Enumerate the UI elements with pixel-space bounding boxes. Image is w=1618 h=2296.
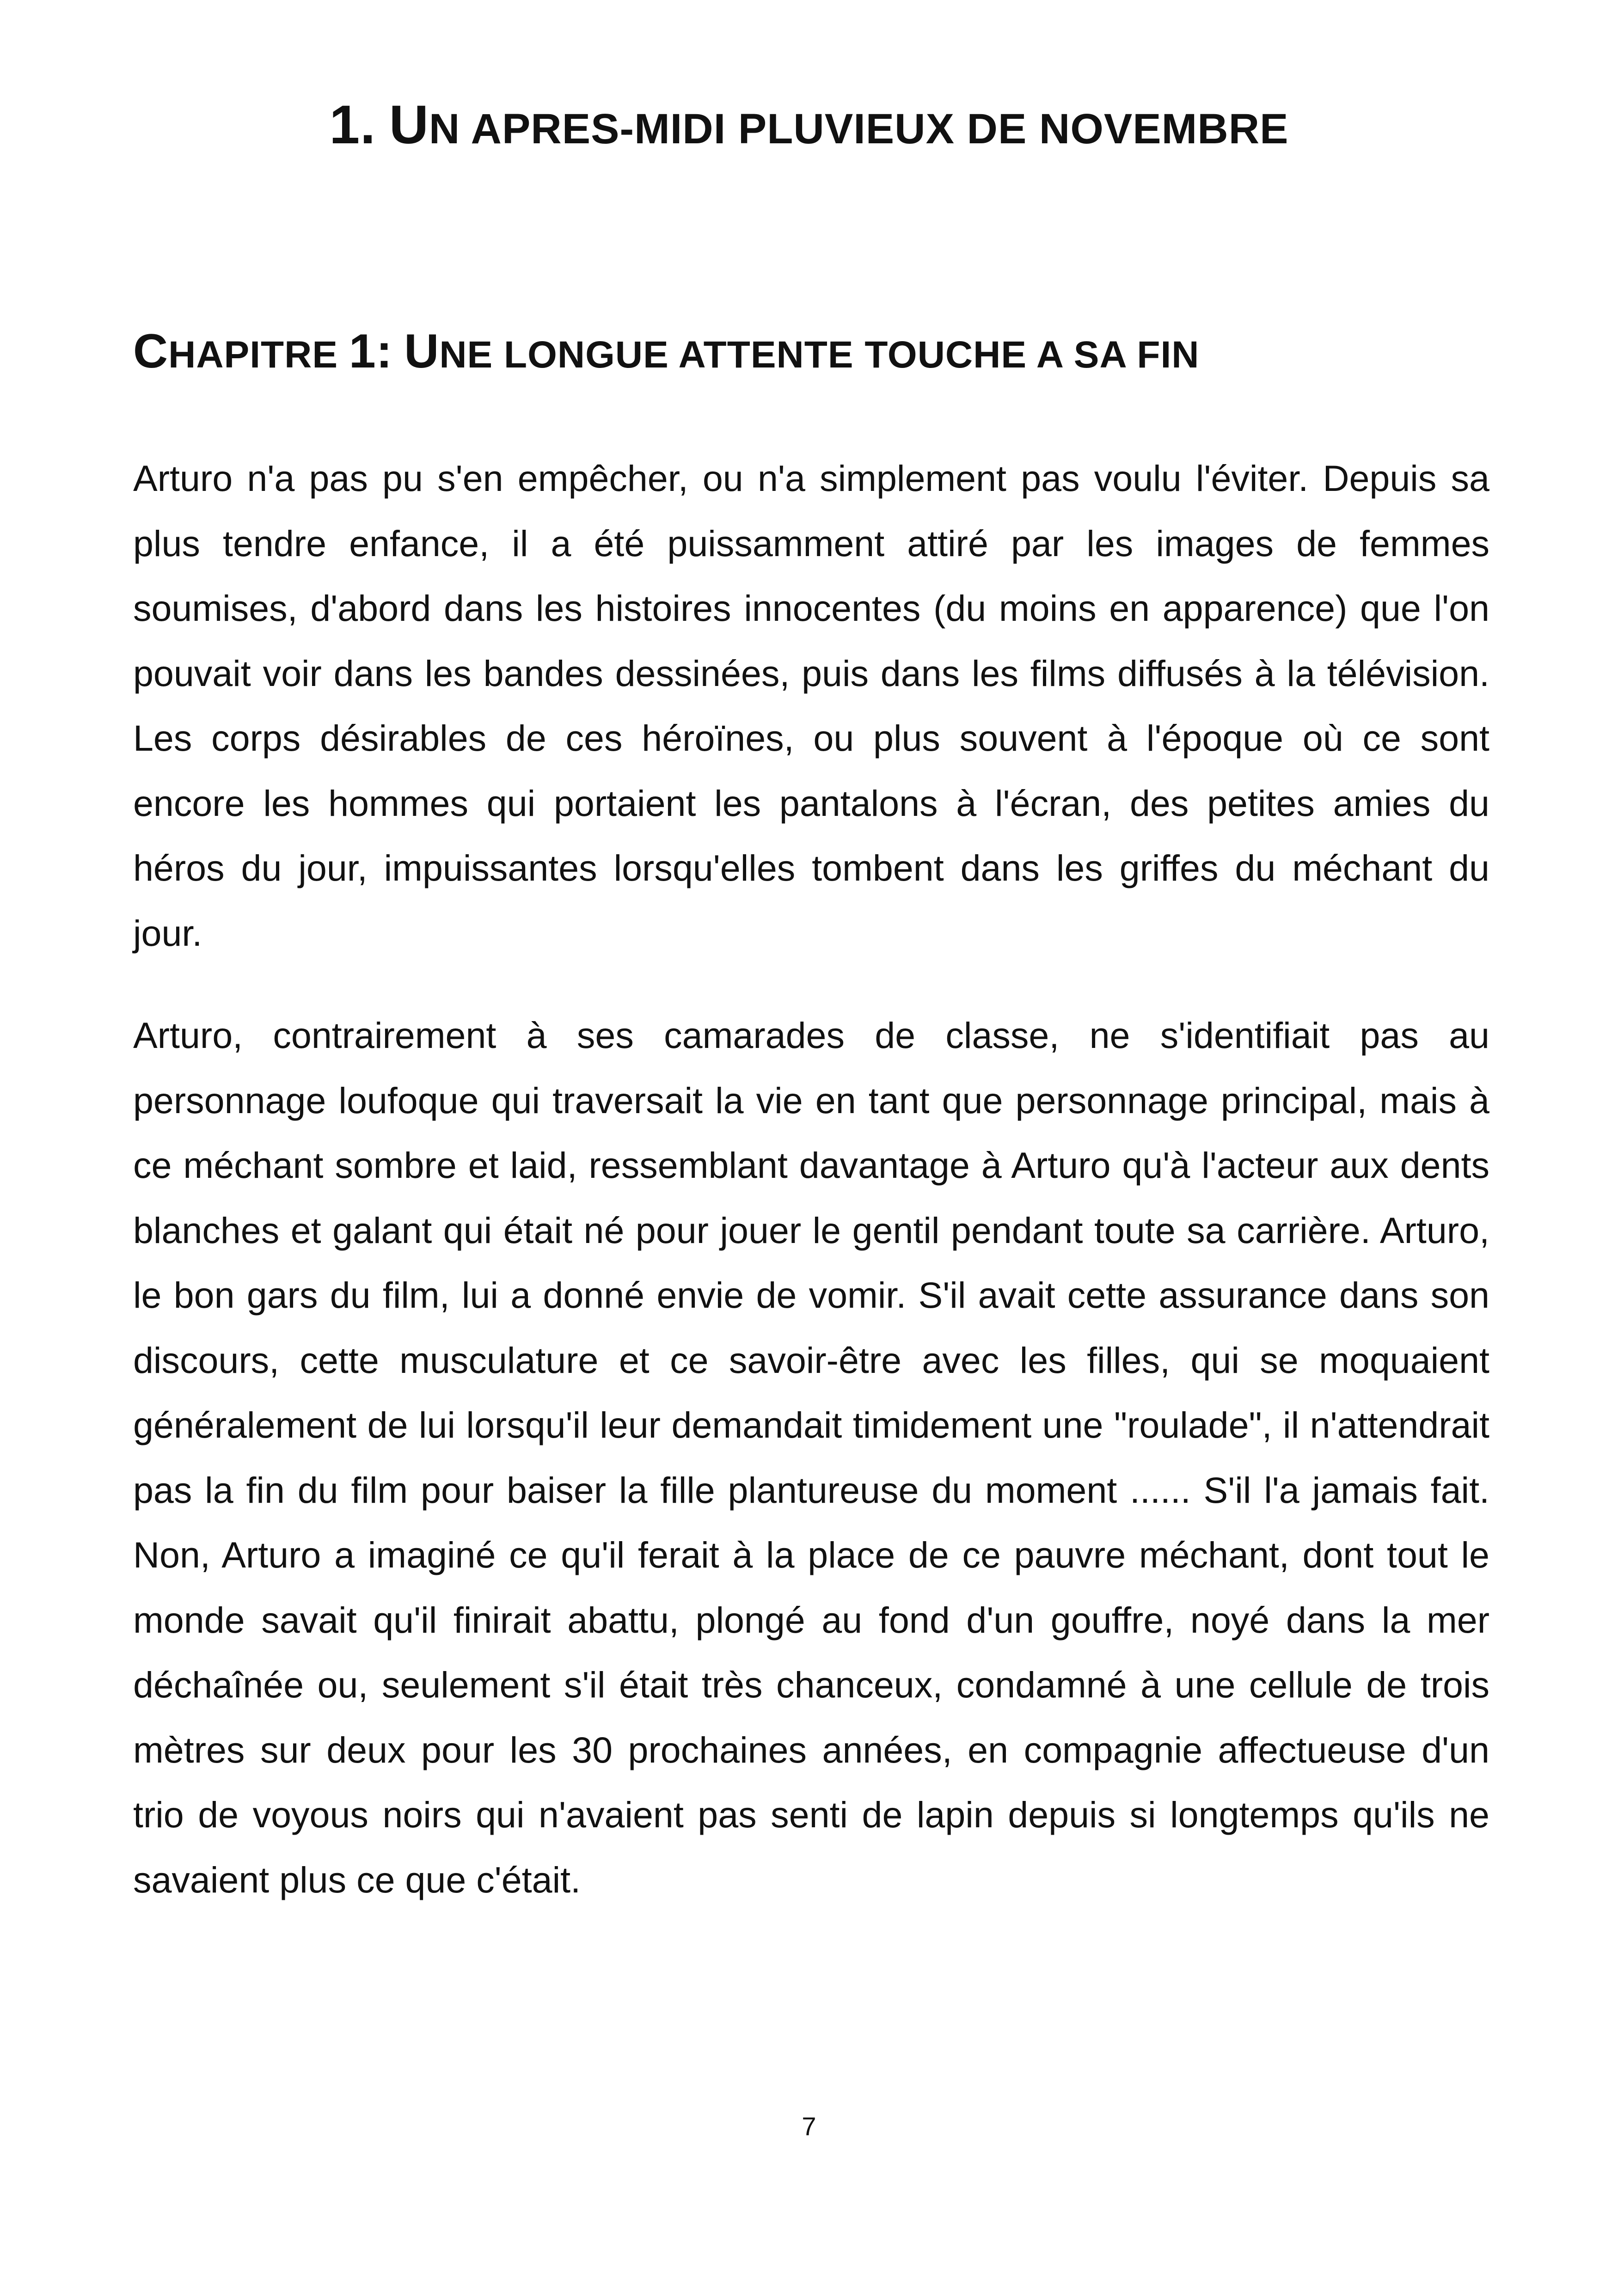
chapter-title-initial: C <box>133 325 169 378</box>
chapter-title-initial-2: U <box>404 325 440 378</box>
part-title-initial: U <box>389 94 429 155</box>
chapter-title <box>133 324 1497 383</box>
part-title-rest: N APRES-MIDI PLUVIEUX DE NOVEMBRE <box>429 105 1289 153</box>
part-title <box>0 92 1618 161</box>
chapter-title-word: HAPITRE <box>168 334 349 376</box>
part-number: 1. <box>329 94 376 155</box>
chapter-title-rest: NE LONGUE ATTENTE TOUCHE A SA FIN <box>439 334 1200 376</box>
chapter-number: 1: <box>349 325 393 378</box>
body-paragraph: Arturo n'a pas pu s'en empêcher, ou n'a simplement pas voulu l'éviter. Depuis sa plus tendre enfance, il a été puissamment attiré par les images de femmes soumises, d'abord dans les histoires innocentes (du moins en apparence) que l'on pouvait voir dans les bandes dessinées, puis dans les films diffusés à la télévision. Les corps désirables de ces héroïnes, ou plus souvent à l'époque où ce sont encore les hommes qui portaient les pantalons à l'écran, des petites amies du héros du jour, impuissantes lorsqu'elles tombent dans les griffes du méchant du jour. <box>133 458 1489 954</box>
page-number: 7 <box>802 2112 816 2141</box>
body-paragraph: Arturo, contrairement à ses camarades de classe, ne s'identifiait pas au personnage loufoque qui traversait la vie en tant que personnage principal, mais à ce méchant sombre et laid, ressemblant davantage à Arturo qu'à l'acteur aux dents blanches et galant qui était né pour jouer le gentil pendant toute sa carrière. Arturo, le bon gars du film, lui a donné envie de vomir. S'il avait cette assurance dans son discours, cette musculature et ce savoir-être avec les filles, qui se moquaient généralement de lui lorsqu'il leur demandait timidement une "roulade", il n'attendrait pas la fin du film pour baiser la fille plantureuse du moment ...... S'il l'a jamais fait. Non, Arturo a imaginé ce qu'il ferait à la place de ce pauvre méchant, dont tout le monde savait qu'il finirait abattu, plongé au fond d'un gouffre, noyé dans la mer déchaînée ou, seulement s'il était très chanceux, condamné à une cellule de trois mètres sur deux pour les 30 prochaines années, en compagnie affectueuse d'un trio de voyous noirs qui n'avaient pas senti de lapin depuis si longtemps qu'ils ne savaient plus ce que c'était. <box>133 1015 1489 1900</box>
